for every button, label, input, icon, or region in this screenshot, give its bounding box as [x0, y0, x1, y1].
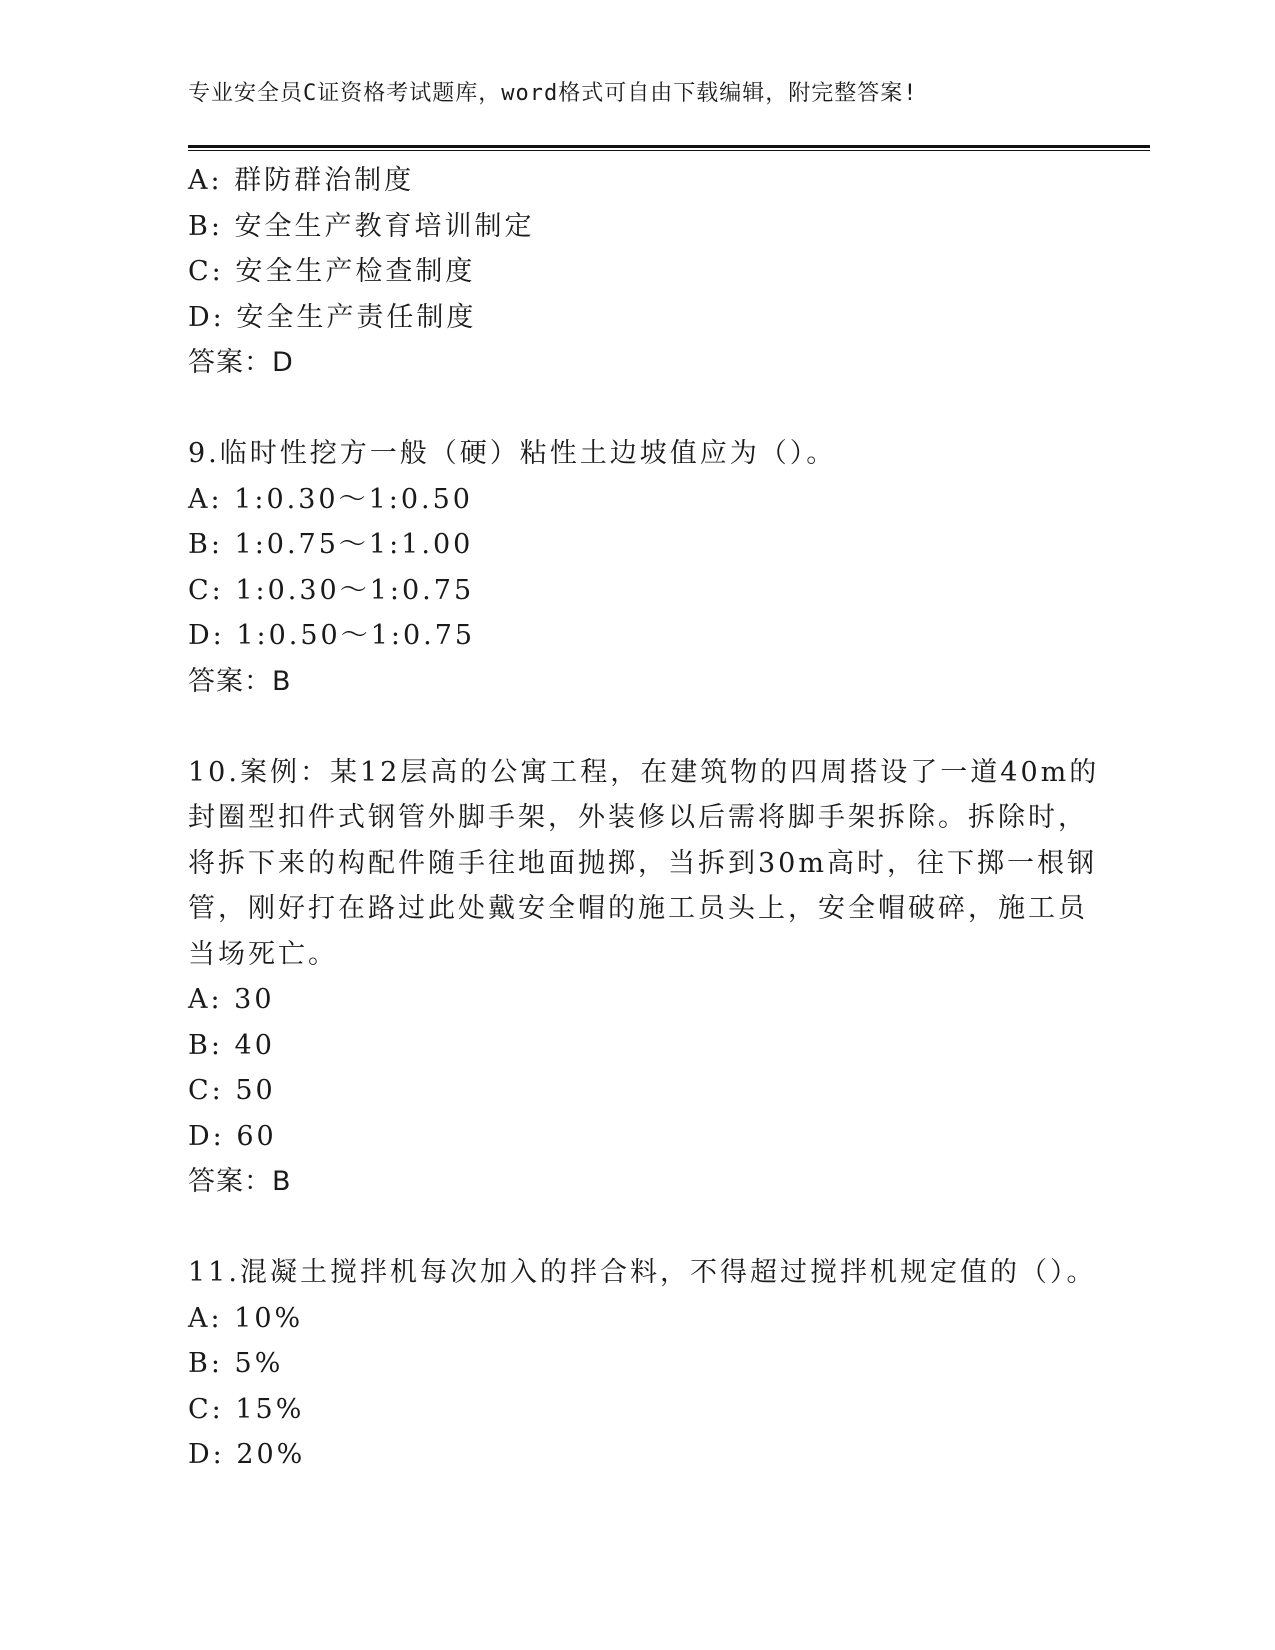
option-c: C: 安全生产检查制度: [188, 256, 476, 287]
question-content: [188, 158, 1100, 1478]
question-stem: 9.临时性挖方一般（硬）粘性土边坡值应为（）。: [188, 438, 837, 469]
header-rule-thin: [188, 150, 1150, 151]
option-a: A: 30: [188, 984, 275, 1015]
option-b: B: 40: [188, 1029, 275, 1061]
option-c: C: 1:0.30～1:0.75: [188, 574, 475, 606]
spacer: [188, 386, 1068, 432]
header-note: 专业安全员C证资格考试题库，word格式可自由下载编辑，附完整答案!: [188, 81, 918, 106]
question-10: [188, 750, 1100, 1205]
question-stem: 11.混凝土搅拌机每次加入的拌合料，不得超过搅拌机规定值的（）。: [188, 1257, 1097, 1288]
answer-line: 答案：D: [188, 347, 294, 378]
option-d: D: 60: [188, 1120, 277, 1152]
answer-line: 答案：B: [188, 665, 292, 697]
question-stem-line: 管，刚好打在路过此处戴安全帽的施工员头上，安全帽破碎，施工员: [188, 893, 1088, 924]
question-11: [188, 1250, 1097, 1478]
header-rule-thick: [188, 145, 1150, 148]
option-a: A: 群防群治制度: [188, 165, 415, 196]
question-stem-line: 当场死亡。: [188, 938, 338, 970]
option-a: A: 1:0.30～1:0.50: [188, 483, 473, 515]
option-a: A: 10%: [188, 1302, 304, 1334]
option-b: B: 1:0.75～1:1.00: [188, 529, 474, 560]
spacer: [188, 704, 1068, 750]
option-c: C: 15%: [188, 1393, 305, 1425]
option-b: B: 安全生产教育培训制定: [188, 210, 535, 242]
question-stem-line: 将拆下来的构配件随手往地面抛掷，当拆到30m高时，往下掷一根钢: [188, 847, 1097, 879]
answer-line: 答案：B: [188, 1166, 292, 1197]
question-8: [188, 158, 1068, 386]
question-9: [188, 431, 1068, 704]
option-d: D: 安全生产责任制度: [188, 301, 477, 333]
question-stem-line: 10.案例：某12层高的公寓工程，在建筑物的四周搭设了一道40m的: [188, 756, 1100, 788]
spacer: [188, 1205, 1068, 1251]
question-stem-line: 封圈型扣件式钢管外脚手架，外装修以后需将脚手架拆除。拆除时，: [188, 802, 1088, 833]
option-b: B: 5%: [188, 1348, 284, 1379]
option-d: D: 1:0.50～1:0.75: [188, 620, 476, 651]
option-c: C: 50: [188, 1075, 276, 1106]
option-d: D: 20%: [188, 1439, 306, 1470]
